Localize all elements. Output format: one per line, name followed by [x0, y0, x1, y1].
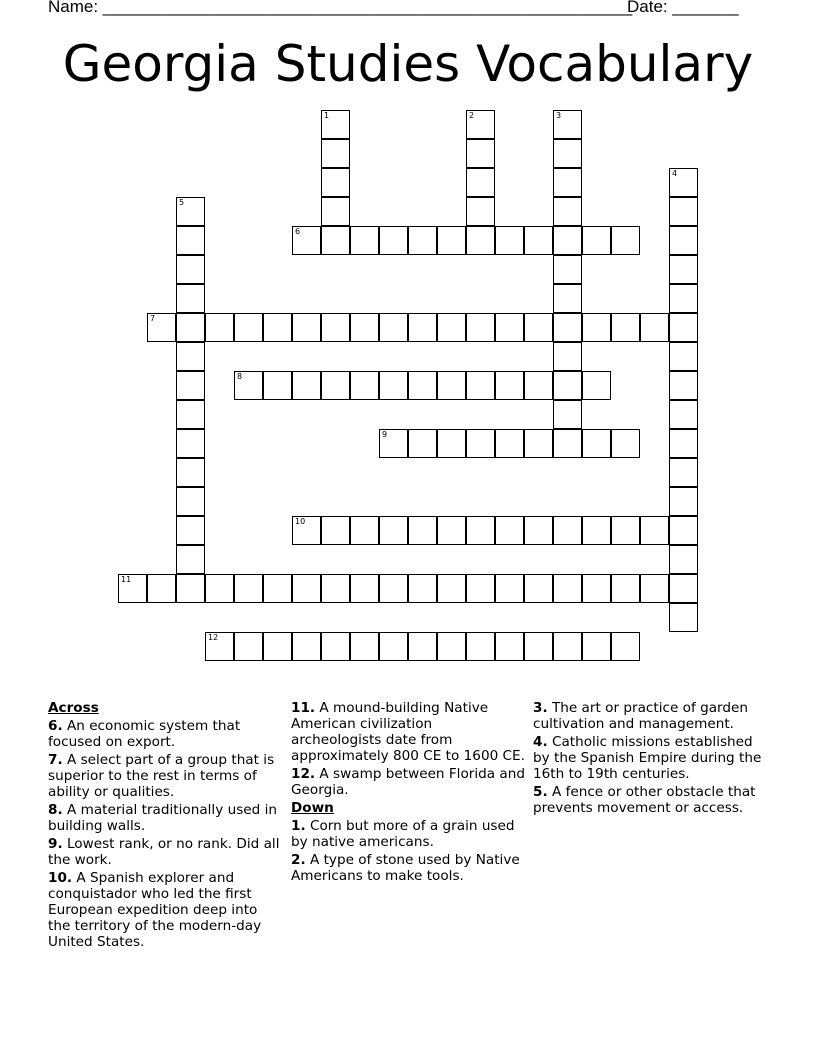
grid-cell[interactable]: [437, 313, 466, 342]
page-title: Georgia Studies Vocabulary: [62, 35, 754, 93]
clue-number: 3: [556, 111, 562, 120]
grid-cell[interactable]: [263, 371, 292, 400]
clue-number: 2: [469, 111, 475, 120]
clue-number: 6: [295, 227, 301, 236]
grid-cell[interactable]: [495, 429, 524, 458]
clue-number: 4: [672, 169, 678, 178]
grid-cell[interactable]: [669, 342, 698, 371]
grid-cell[interactable]: [524, 429, 553, 458]
grid-cell[interactable]: [466, 574, 495, 603]
grid-cell[interactable]: [669, 226, 698, 255]
grid-cell[interactable]: [234, 313, 263, 342]
grid-cell[interactable]: [669, 458, 698, 487]
grid-cell[interactable]: [466, 197, 495, 226]
grid-cell[interactable]: [582, 516, 611, 545]
clue-across-12: 12. A swamp between Florida and Georgia.: [291, 766, 526, 798]
grid-cell[interactable]: [553, 574, 582, 603]
grid-cell[interactable]: [176, 400, 205, 429]
clue-number: 1: [324, 111, 330, 120]
grid-cell[interactable]: [437, 632, 466, 661]
clue-column-2: [291, 700, 526, 886]
grid-cell[interactable]: [669, 313, 698, 342]
grid-cell[interactable]: [553, 168, 582, 197]
grid-cell[interactable]: [176, 516, 205, 545]
grid-cell[interactable]: [611, 429, 640, 458]
grid-cell[interactable]: [669, 371, 698, 400]
grid-cell[interactable]: [495, 574, 524, 603]
grid-cell[interactable]: [466, 168, 495, 197]
grid-cell[interactable]: [553, 313, 582, 342]
grid-cell[interactable]: [669, 197, 698, 226]
name-field-label[interactable]: Name: ________________________________________________________: [48, 0, 633, 16]
grid-cell[interactable]: [176, 574, 205, 603]
grid-cell[interactable]: [553, 371, 582, 400]
grid-cell[interactable]: [437, 226, 466, 255]
date-field-label[interactable]: Date: _______: [627, 0, 739, 16]
grid-cell[interactable]: [669, 284, 698, 313]
grid-cell[interactable]: [553, 139, 582, 168]
down-heading: Down: [291, 800, 334, 816]
clue-across-8: 8. A material traditionally used in building walls.: [48, 802, 277, 834]
grid-cell[interactable]: [466, 139, 495, 168]
grid-cell[interactable]: [524, 371, 553, 400]
clue-number: 8: [237, 372, 243, 381]
clue-down-2: 2. A type of stone used by Native Americans to make tools.: [291, 852, 520, 884]
grid-cell[interactable]: [669, 603, 698, 632]
clue-number: 5: [179, 198, 185, 207]
grid-cell[interactable]: [553, 342, 582, 371]
grid-cell[interactable]: [321, 139, 350, 168]
across-heading: Across: [48, 700, 99, 716]
grid-cell[interactable]: [437, 429, 466, 458]
grid-cell[interactable]: [292, 226, 321, 255]
grid-cell[interactable]: [176, 371, 205, 400]
grid-cell[interactable]: [437, 574, 466, 603]
grid-cell[interactable]: [582, 226, 611, 255]
grid-cell[interactable]: [234, 574, 263, 603]
grid-cell[interactable]: [669, 429, 698, 458]
grid-cell[interactable]: [292, 313, 321, 342]
grid-cell[interactable]: [669, 545, 698, 574]
grid-cell[interactable]: [466, 429, 495, 458]
grid-cell[interactable]: [350, 632, 379, 661]
grid-cell[interactable]: [408, 516, 437, 545]
grid-cell[interactable]: [611, 574, 640, 603]
grid-cell[interactable]: [379, 516, 408, 545]
grid-cell[interactable]: [147, 574, 176, 603]
grid-cell[interactable]: [263, 313, 292, 342]
grid-cell[interactable]: [466, 313, 495, 342]
grid-cell[interactable]: [611, 516, 640, 545]
grid-cell[interactable]: [234, 632, 263, 661]
grid-cell[interactable]: [524, 574, 553, 603]
grid-cell[interactable]: [408, 632, 437, 661]
grid-cell[interactable]: [176, 226, 205, 255]
grid-cell[interactable]: [379, 226, 408, 255]
grid-cell[interactable]: [379, 574, 408, 603]
grid-cell[interactable]: [611, 313, 640, 342]
grid-cell[interactable]: [292, 632, 321, 661]
clue-number: 10: [295, 517, 306, 526]
grid-cell[interactable]: [611, 632, 640, 661]
clue-down-4: 4. Catholic missions established by the Spanish Empire during the 16th to 19th centuries.: [533, 734, 762, 782]
grid-cell[interactable]: [524, 226, 553, 255]
grid-cell[interactable]: [234, 371, 263, 400]
clue-across-10: 10. A Spanish explorer and conquistador who led the first European expedition deep into the territory of the modern-day United States.: [48, 870, 262, 950]
grid-cell[interactable]: [263, 574, 292, 603]
grid-cell[interactable]: [321, 197, 350, 226]
grid-cell[interactable]: [495, 632, 524, 661]
clue-number: 12: [208, 633, 219, 642]
grid-cell[interactable]: [553, 400, 582, 429]
grid-cell[interactable]: [582, 632, 611, 661]
grid-cell[interactable]: [408, 371, 437, 400]
grid-cell[interactable]: [321, 632, 350, 661]
grid-cell[interactable]: [669, 400, 698, 429]
grid-cell[interactable]: [437, 371, 466, 400]
grid-cell[interactable]: [553, 226, 582, 255]
grid-cell[interactable]: [176, 429, 205, 458]
clue-down-3: 3. The art or practice of garden cultivation and management.: [533, 700, 748, 732]
grid-cell[interactable]: [495, 313, 524, 342]
grid-cell[interactable]: [292, 574, 321, 603]
grid-cell[interactable]: [176, 342, 205, 371]
grid-cell[interactable]: [495, 371, 524, 400]
grid-cell[interactable]: [669, 516, 698, 545]
grid-cell[interactable]: [466, 371, 495, 400]
grid-cell[interactable]: [292, 516, 321, 545]
grid-cell[interactable]: [321, 110, 350, 139]
grid-cell[interactable]: [176, 487, 205, 516]
clue-column-1: [48, 700, 283, 952]
grid-cell[interactable]: [176, 313, 205, 342]
grid-cell[interactable]: [553, 516, 582, 545]
grid-cell[interactable]: [524, 516, 553, 545]
grid-cell[interactable]: [640, 516, 669, 545]
grid-cell[interactable]: [553, 197, 582, 226]
grid-cell[interactable]: [350, 516, 379, 545]
grid-cell[interactable]: [176, 197, 205, 226]
grid-cell[interactable]: [147, 313, 176, 342]
grid-cell[interactable]: [466, 226, 495, 255]
grid-cell[interactable]: [321, 371, 350, 400]
grid-cell[interactable]: [379, 429, 408, 458]
grid-cell[interactable]: [582, 371, 611, 400]
clue-column-3: [533, 700, 768, 818]
clue-number: 11: [121, 575, 132, 584]
grid-cell[interactable]: [350, 574, 379, 603]
grid-cell[interactable]: [205, 313, 234, 342]
grid-cell[interactable]: [495, 516, 524, 545]
grid-cell[interactable]: [321, 226, 350, 255]
grid-cell[interactable]: [176, 284, 205, 313]
grid-cell[interactable]: [321, 574, 350, 603]
grid-cell[interactable]: [350, 313, 379, 342]
grid-cell[interactable]: [321, 313, 350, 342]
grid-cell[interactable]: [350, 226, 379, 255]
grid-cell[interactable]: [524, 313, 553, 342]
grid-cell[interactable]: [466, 516, 495, 545]
grid-cell[interactable]: [524, 632, 553, 661]
clue-down-5: 5. A fence or other obstacle that prevents movement or access.: [533, 784, 756, 816]
grid-cell[interactable]: [495, 226, 524, 255]
clue-number: 7: [150, 314, 156, 323]
grid-cell[interactable]: [176, 458, 205, 487]
grid-cell[interactable]: [176, 255, 205, 284]
grid-cell[interactable]: [292, 371, 321, 400]
grid-cell[interactable]: [611, 226, 640, 255]
grid-cell[interactable]: [553, 110, 582, 139]
grid-cell[interactable]: [437, 516, 466, 545]
grid-cell[interactable]: [640, 313, 669, 342]
grid-cell[interactable]: [669, 574, 698, 603]
clue-number: 9: [382, 430, 388, 439]
grid-cell[interactable]: [466, 110, 495, 139]
grid-cell[interactable]: [669, 255, 698, 284]
grid-cell[interactable]: [553, 284, 582, 313]
grid-cell[interactable]: [669, 487, 698, 516]
grid-cell[interactable]: [553, 255, 582, 284]
grid-cell[interactable]: [379, 313, 408, 342]
grid-cell[interactable]: [408, 429, 437, 458]
grid-cell[interactable]: [408, 313, 437, 342]
clue-across-9: 9. Lowest rank, or no rank. Did all the work.: [48, 836, 280, 868]
grid-cell[interactable]: [379, 371, 408, 400]
clue-across-7: 7. A select part of a group that is superior to the rest in terms of ability or qualities.: [48, 752, 275, 800]
grid-cell[interactable]: [582, 574, 611, 603]
clue-across-6: 6. An economic system that focused on export.: [48, 718, 241, 750]
grid-cell[interactable]: [640, 574, 669, 603]
clue-across-11: 11. A mound-building Native American civilization archeologists date from approximately 800 CE to 1600 CE.: [291, 700, 525, 764]
grid-cell[interactable]: [582, 429, 611, 458]
grid-cell[interactable]: [553, 429, 582, 458]
grid-cell[interactable]: [263, 632, 292, 661]
clue-down-1: 1. Corn but more of a grain used by native americans.: [291, 818, 515, 850]
grid-cell[interactable]: [582, 313, 611, 342]
grid-cell[interactable]: [176, 545, 205, 574]
grid-cell[interactable]: [350, 371, 379, 400]
grid-cell[interactable]: [379, 632, 408, 661]
grid-cell[interactable]: [118, 574, 147, 603]
grid-cell[interactable]: [205, 632, 234, 661]
grid-cell[interactable]: [408, 226, 437, 255]
grid-cell[interactable]: [553, 632, 582, 661]
grid-cell[interactable]: [321, 516, 350, 545]
grid-cell[interactable]: [205, 574, 234, 603]
grid-cell[interactable]: [466, 632, 495, 661]
grid-cell[interactable]: [321, 168, 350, 197]
grid-cell[interactable]: [408, 574, 437, 603]
grid-cell[interactable]: [669, 168, 698, 197]
